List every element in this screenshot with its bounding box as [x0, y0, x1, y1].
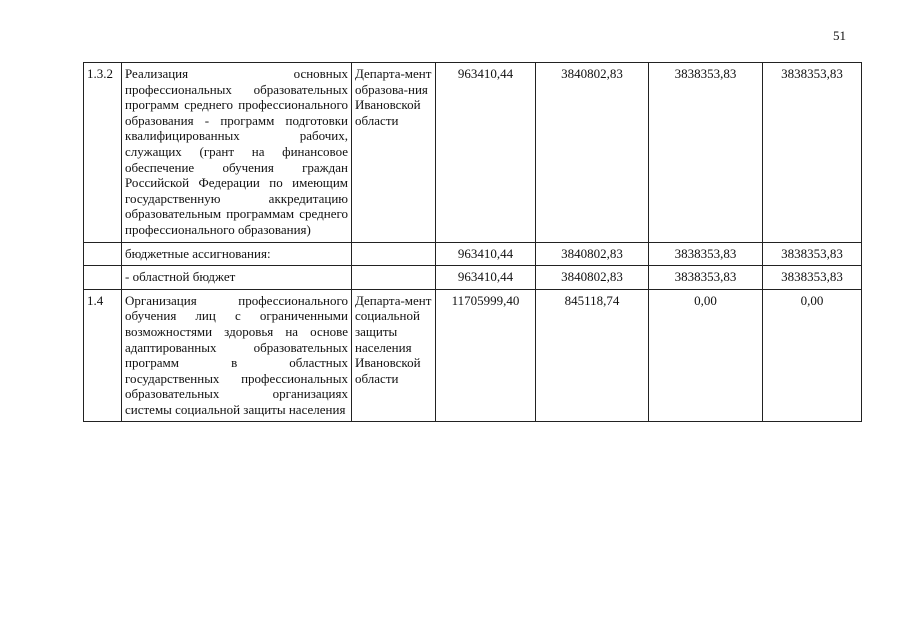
value-cell: 3838353,83 — [649, 266, 763, 290]
value-cell: 963410,44 — [436, 242, 536, 266]
table-row — [84, 63, 862, 243]
row-number: 1.3.2 — [84, 63, 122, 243]
value-cell: 845118,74 — [536, 289, 649, 422]
row-number — [84, 266, 122, 290]
value-cell: 963410,44 — [436, 266, 536, 290]
row-responsible: Департа-мент образова-ния Ивановской области — [352, 63, 436, 243]
row-description: - областной бюджет — [122, 266, 352, 290]
budget-table — [83, 62, 862, 422]
table-row — [84, 266, 862, 290]
table-row — [84, 289, 862, 422]
row-number: 1.4 — [84, 289, 122, 422]
value-cell: 11705999,40 — [436, 289, 536, 422]
value-cell: 3838353,83 — [649, 242, 763, 266]
table-row — [84, 242, 862, 266]
value-cell: 3840802,83 — [536, 242, 649, 266]
row-description: бюджетные ассигнования: — [122, 242, 352, 266]
page-number: 51 — [833, 28, 846, 43]
row-number — [84, 242, 122, 266]
value-cell: 3838353,83 — [763, 266, 862, 290]
row-description: Реализация основных профессиональных образовательных программ среднего профессионального образования - программ подготовки квалифицированных рабочих, служащих (грант на финансовое обеспечение обучения граждан Российской Федерации по имеющим государственную аккредитацию образовательным программам среднего профессионального образования) — [122, 63, 352, 243]
row-responsible: Департа-мент социальной защиты населения Ивановской области — [352, 289, 436, 422]
value-cell: 3840802,83 — [536, 266, 649, 290]
value-cell: 3838353,83 — [763, 63, 862, 243]
value-cell: 0,00 — [763, 289, 862, 422]
row-responsible — [352, 266, 436, 290]
value-cell: 3838353,83 — [649, 63, 763, 243]
value-cell: 0,00 — [649, 289, 763, 422]
value-cell: 3840802,83 — [536, 63, 649, 243]
row-description: Организация профессионального обучения лиц с ограниченными возможностями здоровья на основе адаптированных образовательных программ в областных государственных профессиональных образовательных организациях системы социальной защиты населения — [122, 289, 352, 422]
value-cell: 963410,44 — [436, 63, 536, 243]
value-cell: 3838353,83 — [763, 242, 862, 266]
row-responsible — [352, 242, 436, 266]
